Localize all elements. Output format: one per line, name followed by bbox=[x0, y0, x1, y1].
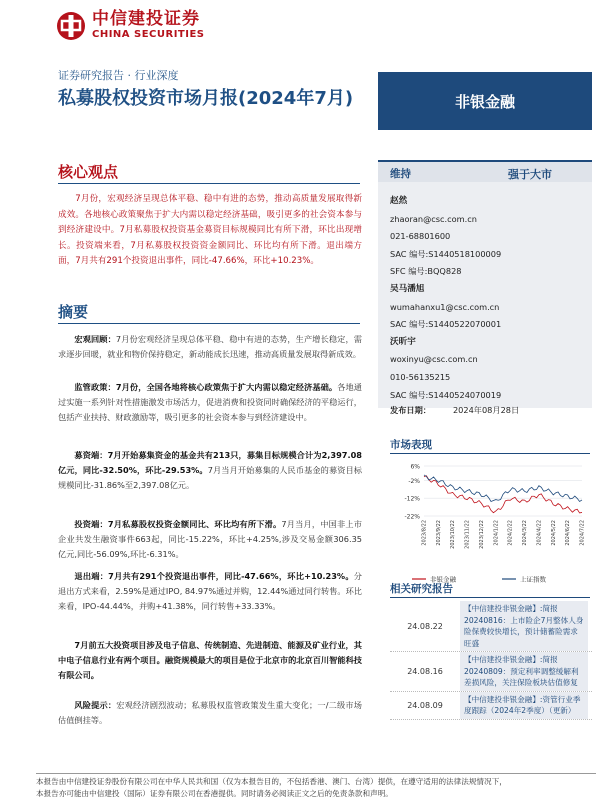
report-type: 证券研究报告 · 行业深度 bbox=[58, 69, 179, 82]
legend-label: 上证指数 bbox=[520, 575, 546, 584]
y-tick-label: 6% bbox=[410, 463, 420, 471]
legend-label: 非银金融 bbox=[430, 575, 456, 584]
paragraph-lead: 风险提示： bbox=[74, 700, 117, 710]
x-tick-label: 2024/6/22 bbox=[565, 520, 572, 546]
core-heading: 核心观点 bbox=[58, 163, 119, 181]
analyst-id: SFC 编号:BQQ828 bbox=[390, 266, 462, 277]
analyst-id: SAC 编号:S1440524070019 bbox=[390, 389, 502, 400]
analyst-phone: 021-68801600 bbox=[390, 231, 451, 242]
rating-value: 强于大市 bbox=[508, 168, 552, 181]
related-heading: 相关研究报告 bbox=[390, 583, 453, 595]
summary-divider bbox=[58, 323, 360, 324]
publish-date-label: 发布日期： bbox=[390, 405, 431, 415]
company-logo bbox=[56, 10, 205, 41]
paragraph-lead: 宏观回顾： bbox=[74, 334, 116, 344]
footer-disclaimer bbox=[36, 773, 596, 800]
related-report-title[interactable]: 【中信建投非银金融】:简报20240816：上市险企7月整体人身险保费较快增长，预计储蓄险需求旺盛 bbox=[460, 601, 588, 651]
paragraph-lead: 监管政策：7月份，全国各地将核心政策焦于扩大内需以稳定经济基础。 bbox=[74, 382, 338, 392]
related-report-date: 24.08.09 bbox=[407, 700, 443, 710]
paragraph-lead: 7月前五大投资项目涉及电子信息、传统制造、先进制造、能源及矿业行业，其中电子信息行业有两个项目。融资规模最大的项目是位于北京市的北京百川智能科技有限公司。 bbox=[58, 640, 362, 681]
analyst-list bbox=[390, 193, 586, 404]
x-tick-label: 2023/10/22 bbox=[450, 520, 457, 549]
analyst-email[interactable]: woxinyu@csc.com.cn bbox=[390, 354, 478, 365]
related-report-title[interactable]: 【中信建投非银金融】:简报20240809：预定利率调整缓解利差损风险，关注保险板块估值修复 bbox=[460, 652, 588, 691]
summary-paragraph-fundraising bbox=[58, 448, 362, 494]
summary-paragraph-policy bbox=[58, 380, 362, 426]
rating-label: 维持 bbox=[390, 168, 411, 180]
y-tick-label: -2% bbox=[408, 477, 420, 485]
paragraph-text: 7月份宏观经济呈现总体平稳、稳中有进的态势，生产增长稳定，需求逐步回暖，就业和物价保持稳定，新动能成长迅速，推动高质量发展取得新成效。 bbox=[58, 334, 362, 360]
paragraph-text: 7月当月开始募集的人民币基金的募资目标规模同比-31.86%至2,397.08亿元。 bbox=[58, 465, 362, 491]
summary-heading: 摘要 bbox=[58, 303, 89, 321]
summary-paragraph-exit bbox=[58, 569, 362, 615]
disclaimer-line: 本报告由中信建投证券股份有限公司在中华人民共和国（仅为本报告目的，不包括香港、澳门、台湾）提供，在遵守适用的法律法规情况下， bbox=[36, 777, 507, 786]
paragraph-text: 分退出方式来看，2.59%是通过IPO, 84.97%通过并购，12.44%通过同行转售。环比来看，IPO-44.44%，并购+41.38%，同行转售+33.33%。 bbox=[58, 571, 362, 612]
market-heading: 市场表现 bbox=[390, 439, 432, 451]
x-tick-label: 2023/8/22 bbox=[421, 520, 428, 546]
related-reports-list bbox=[390, 601, 592, 720]
x-tick-label: 2024/7/22 bbox=[579, 520, 586, 546]
paragraph-text: 宏观经济剧烈波动；私募股权监管政策发生重大变化；一/二级市场估值倒挂等。 bbox=[58, 700, 362, 726]
publish-date bbox=[390, 405, 519, 416]
paragraph-text: 7月当月，中国非上市企业共发生融资事件663起，同比-15.22%，环比+4.25%,涉及交易金额306.35 亿元,同比-56.09%,环比-6.31%。 bbox=[58, 519, 362, 560]
sector-badge: 非银金融 bbox=[378, 72, 592, 130]
related-report-item[interactable] bbox=[390, 692, 592, 720]
x-tick-label: 2024/4/22 bbox=[536, 520, 543, 546]
summary-paragraph-top-projects bbox=[58, 638, 362, 684]
summary-paragraph-investment bbox=[58, 517, 362, 563]
x-tick-label: 2023/9/22 bbox=[435, 520, 442, 546]
summary-paragraph-risk bbox=[58, 698, 362, 728]
paragraph-lead: 募资端：7月开始募集资金的基金共有213只，募集目标规模合计为2,397.08亿元，同比-32.50%，环比-29.53%。 bbox=[58, 450, 362, 476]
x-tick-label: 2024/1/22 bbox=[493, 520, 500, 546]
paragraph-text: 各地通过实施一系列针对性措施激发市场活力，促进消费和投资同时确保经济的平稳运行，包括产业扶持、财政激励等，吸引更多的社会资本参与到经济建设中。 bbox=[58, 382, 362, 423]
y-tick-label: -22% bbox=[404, 513, 420, 521]
core-text: 7月份，宏观经济呈现总体平稳、稳中有进的态势，推动高质量发展取得新成效。各地核心政策聚焦于扩大内需以稳定经济基础，吸引更多的社会资本参与到经济建设中。7月私募股权投资基金募资目标规模同比有所下滑，环比出现增长。投资端来看，7月私募股权投资资金额同比、环比均有所下滑。退出端方面，7月共有291个投资退出事件，同比-47.66%，环比+10.23%。 bbox=[58, 194, 362, 266]
analyst-id: SAC 编号:S1440522070001 bbox=[390, 319, 502, 330]
related-report-title[interactable]: 【中信建投非银金融】:资管行业季度跟踪（2024年2季度）（更新） bbox=[460, 692, 588, 719]
related-report-date: 24.08.22 bbox=[407, 621, 443, 631]
paragraph-lead: 退出端：7月共有291个投资退出事件，同比-47.66%，环比+10.23%。 bbox=[74, 571, 354, 581]
x-tick-label: 2024/2/22 bbox=[507, 520, 514, 546]
related-report-item[interactable] bbox=[390, 652, 592, 692]
x-tick-label: 2023/12/22 bbox=[478, 520, 485, 549]
analyst-phone: 010-56135215 bbox=[390, 371, 451, 382]
analyst-name: 吴马潘旭 bbox=[390, 283, 425, 294]
core-divider bbox=[58, 183, 360, 184]
analyst-email[interactable]: zhaoran@csc.com.cn bbox=[390, 213, 477, 224]
report-title: 私募股权投资市场月报(2024年7月) bbox=[58, 88, 354, 109]
disclaimer-line: 本报告亦可能由中信建投（国际）证券有限公司在香港提供。同时请务必阅读正文之后的免责条款和声明。 bbox=[36, 789, 393, 798]
related-divider bbox=[390, 597, 590, 598]
x-tick-label: 2024/3/22 bbox=[522, 520, 529, 546]
paragraph-lead: 投资端：7月私募股权投资金额同比、环比均有所下滑。 bbox=[74, 519, 282, 529]
x-tick-label: 2023/11/22 bbox=[464, 520, 471, 549]
analyst-name: 赵然 bbox=[390, 196, 408, 206]
publish-date-value: 2024年08月28日 bbox=[452, 405, 520, 415]
logo-emblem-icon bbox=[56, 11, 86, 41]
related-report-date: 24.08.16 bbox=[407, 666, 443, 676]
y-tick-label: -12% bbox=[404, 495, 420, 503]
logo-en-text: CHINA SECURITIES bbox=[92, 29, 205, 40]
market-divider bbox=[390, 453, 590, 454]
analyst-email[interactable]: wumahanxu1@csc.com.cn bbox=[390, 301, 500, 312]
logo-cn-text: 中信建投证券 bbox=[92, 9, 200, 29]
related-report-item[interactable] bbox=[390, 601, 592, 652]
x-tick-label: 2024/5/22 bbox=[550, 520, 557, 546]
analyst-id: SAC 编号:S1440518100009 bbox=[390, 248, 502, 259]
market-performance-chart bbox=[390, 460, 590, 585]
analyst-name: 沃昕宇 bbox=[390, 336, 416, 347]
summary-paragraph-macro bbox=[58, 332, 362, 362]
series-line-index bbox=[424, 475, 582, 502]
